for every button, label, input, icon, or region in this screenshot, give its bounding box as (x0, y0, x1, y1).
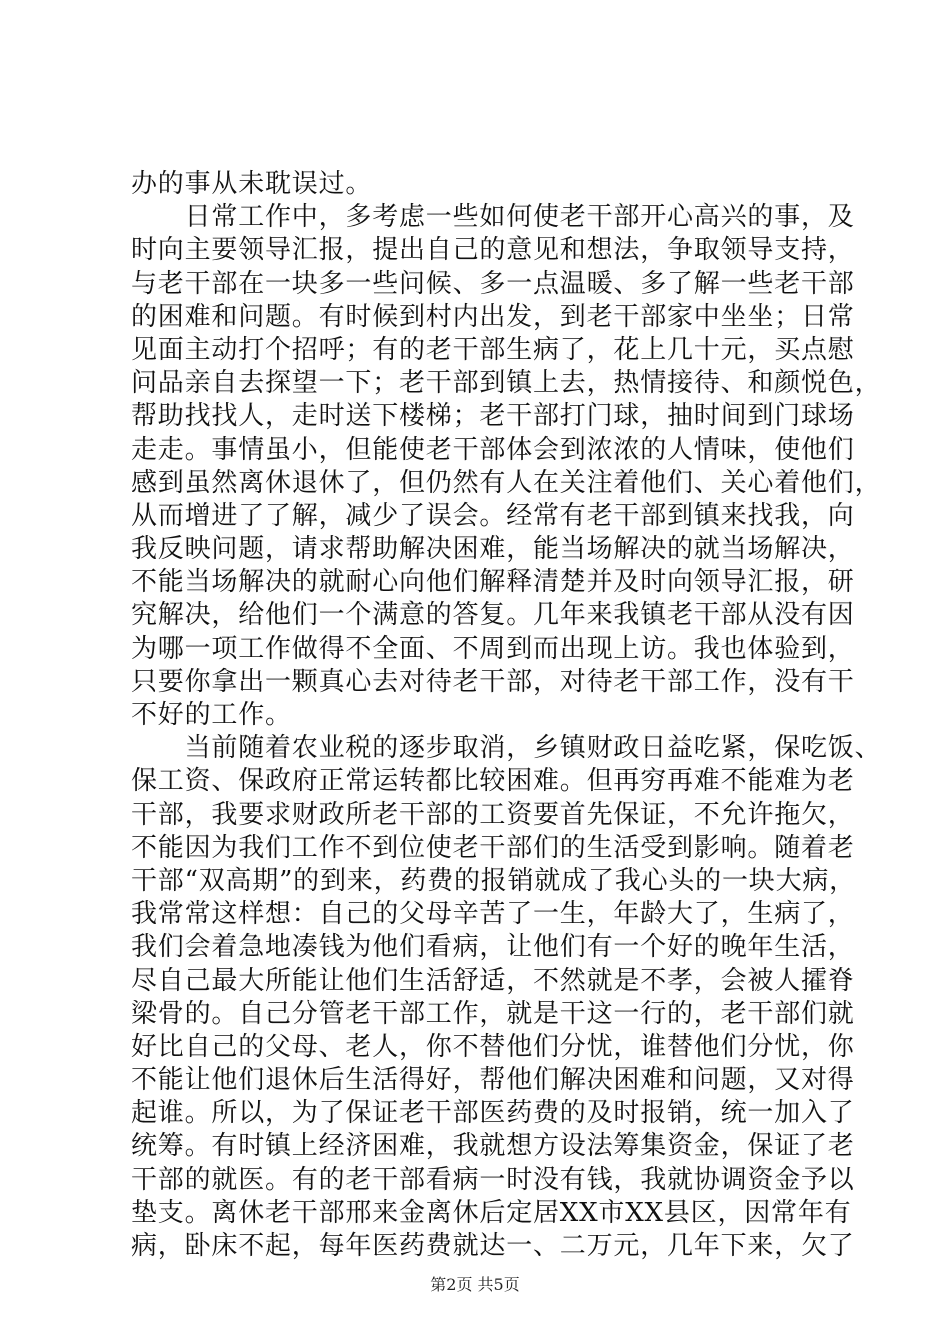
text-line: 不能因为我们工作不到位使老干部们的生活受到影响。随着老 (131, 832, 855, 863)
text-line: 见面主动打个招呼；有的老干部生病了，花上几十元，买点慰 (131, 334, 855, 365)
text-line: 不能让他们退休后生活得好，帮他们解决困难和问题，又对得 (131, 1065, 855, 1096)
text-line: 垫支。离休老干部邢来金离休后定居XX市XX县区，因常年有 (131, 1197, 852, 1228)
text-line: 的困难和问题。有时候到村内出发，到老干部家中坐坐；日常 (131, 301, 855, 332)
text-line: 究解决，给他们一个满意的答复。几年来我镇老干部从没有因 (131, 600, 855, 631)
text-line: 不好的工作。 (131, 700, 292, 730)
document-body (131, 168, 882, 1263)
text-line: 干部“双高期”的到来，药费的报销就成了我心头的一块大病， (131, 865, 856, 896)
text-line: 统筹。有时镇上经济困难，我就想方设法筹集资金，保证了老 (131, 1131, 855, 1162)
text-line: 只要你拿出一颗真心去对待老干部，对待老干部工作，没有干 (131, 666, 855, 697)
text-line: 从而增进了了解，减少了误会。经常有老干部到镇来找我，向 (131, 500, 855, 531)
text-line: 我反映问题，请求帮助解决困难，能当场解决的就当场解决， (131, 534, 855, 565)
text-line: 为哪一项工作做得不全面、不周到而出现上访。我也体验到， (131, 633, 855, 664)
text-line: 保工资、保政府正常运转都比较困难。但再穷再难不能难为老 (131, 766, 855, 797)
page-footer (0, 1272, 950, 1295)
text-line: 病，卧床不起，每年医药费就达一、二万元，几年下来，欠了 (131, 1231, 855, 1261)
text-line: 好比自己的父母、老人，你不替他们分忧，谁替他们分忧，你 (131, 1031, 855, 1062)
text-line: 我常常这样想：自己的父母辛苦了一生，年龄大了，生病了， (131, 899, 855, 930)
text-line: 当前随着农业税的逐步取消，乡镇财政日益吃紧，保吃饭、 (131, 733, 882, 764)
text-line: 感到虽然离休退休了，但仍然有人在关注着他们、关心着他们， (131, 467, 882, 498)
text-line: 梁骨的。自己分管老干部工作，就是干这一行的，老干部们就 (131, 998, 855, 1029)
text-line: 问品亲自去探望一下；老干部到镇上去，热情接待、和颜悦色， (131, 368, 882, 399)
text-line: 我们会着急地凑钱为他们看病，让他们有一个好的晚年生活， (131, 932, 855, 963)
text-line: 帮助找找人，走时送下楼梯；老干部打门球，抽时间到门球场 (131, 401, 855, 432)
text-line: 走走。事情虽小，但能使老干部体会到浓浓的人情味，使他们 (131, 434, 855, 465)
text-line: 干部的就医。有的老干部看病一时没有钱，我就协调资金予以 (131, 1164, 855, 1195)
text-line: 与老干部在一块多一些问候、多一点温暖、多了解一些老干部 (131, 268, 855, 299)
text-line: 起谁。所以，为了保证老干部医药费的及时报销，统一加入了 (131, 1098, 855, 1129)
text-line: 不能当场解决的就耐心向他们解释清楚并及时向领导汇报，研 (131, 567, 855, 598)
text-line: 日常工作中，多考虑一些如何使老干部开心高兴的事，及 (131, 202, 855, 233)
page-number-label: 第2页 共5页 (430, 1275, 520, 1294)
text-line: 尽自己最大所能让他们生活舒适，不然就是不孝，会被人攉脊 (131, 965, 855, 996)
text-line: 时向主要领导汇报，提出自己的意见和想法，争取领导支持， (131, 235, 855, 266)
text-line: 干部，我要求财政所老干部的工资要首先保证，不允许拖欠， (131, 799, 855, 830)
text-line: 办的事从未耽误过。 (131, 169, 373, 199)
